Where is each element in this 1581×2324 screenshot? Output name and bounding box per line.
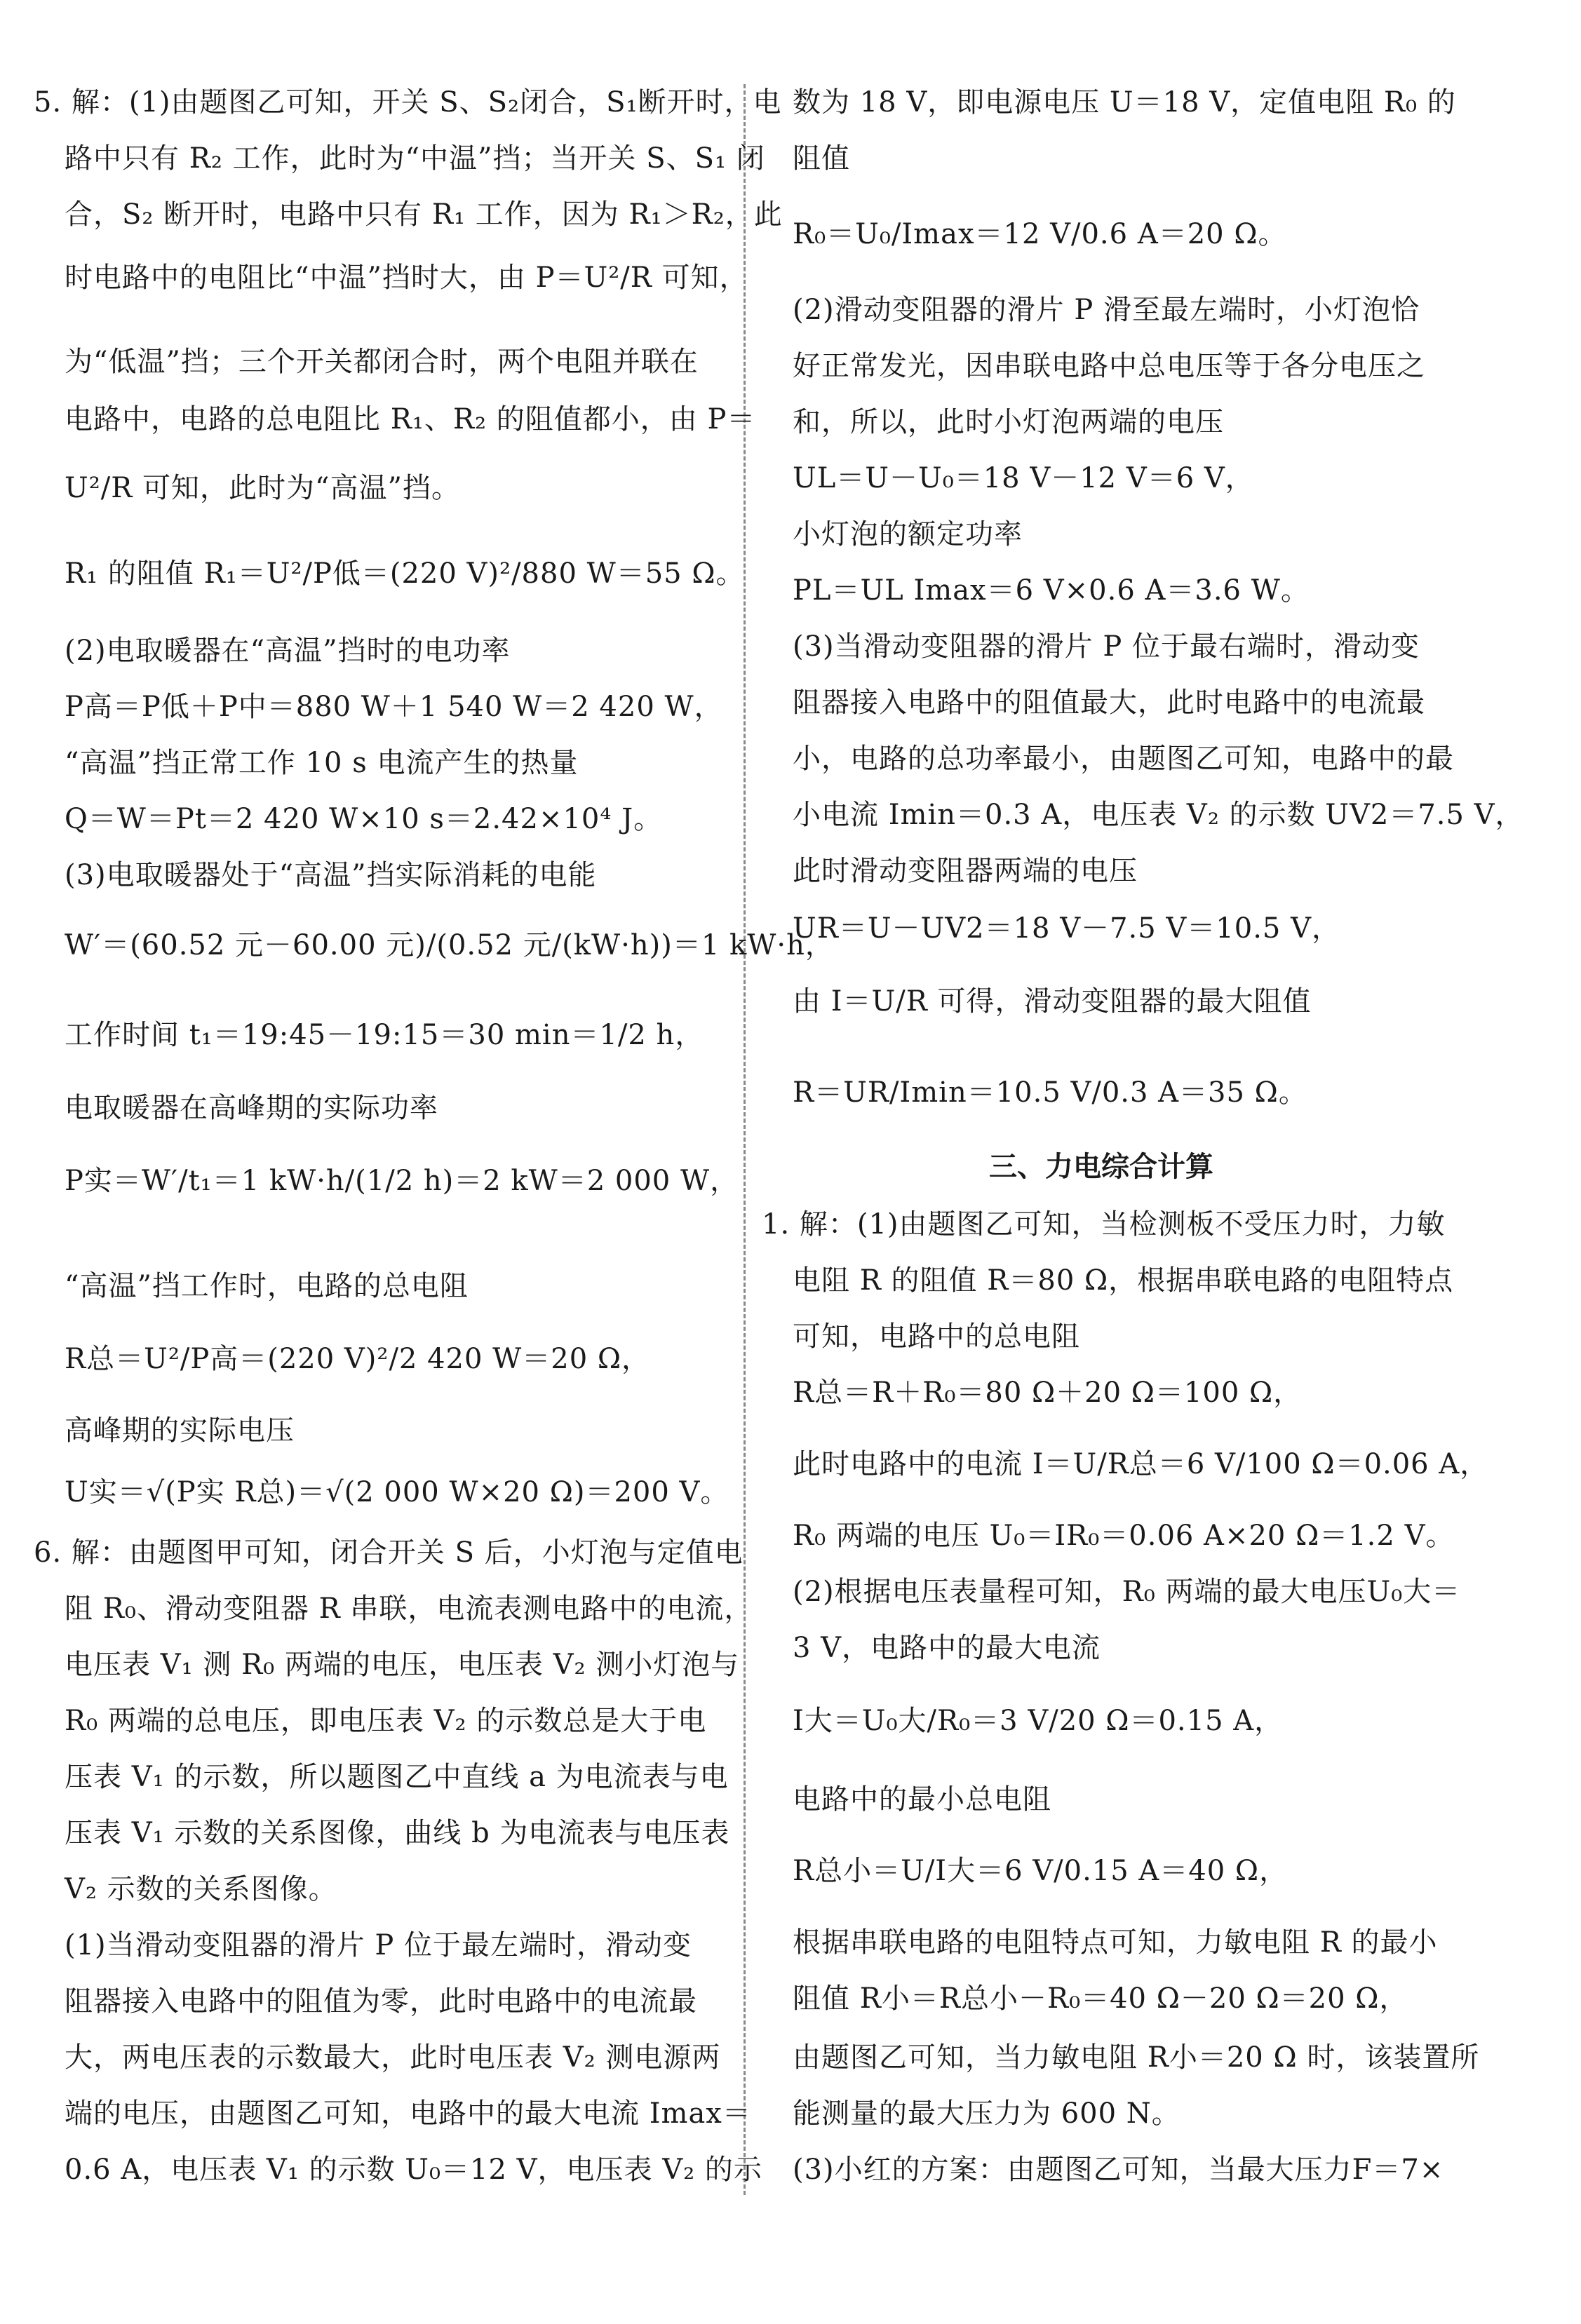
- text-line: 合，S₂ 断开时，电路中只有 R₁ 工作，因为 R₁＞R₂，此: [65, 198, 783, 231]
- text-line: 能测量的最大压力为 600 N。: [793, 2097, 1180, 2130]
- text-line: 3 V，电路中的最大电流: [793, 1632, 1101, 1664]
- text-line: 路中只有 R₂ 工作，此时为“中温”挡；当开关 S、S₁ 闭: [65, 142, 765, 175]
- text-line: 阻 R₀、滑动变阻器 R 串联，电流表测电路中的电流，: [65, 1593, 753, 1625]
- formula-line: 工作时间 t₁＝19:45－19:15＝30 min＝1/2 h，: [65, 1019, 704, 1051]
- text-line: 为“低温”挡；三个开关都闭合时，两个电阻并联在: [65, 346, 699, 378]
- text-line: 电取暖器在高峰期的实际功率: [65, 1092, 438, 1124]
- formula-line: U实＝√(P实 R总)＝√(2 000 W×20 Ω)＝200 V。: [65, 1476, 729, 1508]
- text-line: “高温”挡正常工作 10 s 电流产生的热量: [65, 747, 579, 779]
- text-line: 0.6 A，电压表 V₁ 的示数 U₀＝12 V，电压表 V₂ 的示: [65, 2154, 762, 2186]
- formula-line: R₁ 的阻值 R₁＝U²/P低＝(220 V)²/880 W＝55 Ω。: [65, 558, 745, 590]
- text-line: 小电流 Imin＝0.3 A，电压表 V₂ 的示数 UV2＝7.5 V，: [793, 799, 1524, 831]
- text-line: 5. 解：(1)由题图乙可知，开关 S、S₂闭合，S₁断开时，电: [34, 86, 782, 119]
- text-line: (3)电取暖器处于“高温”挡实际消耗的电能: [65, 859, 597, 891]
- text-line: 此时滑动变阻器两端的电压: [793, 855, 1138, 887]
- text-line: U²/R 可知，此时为“高温”挡。: [65, 472, 460, 504]
- text-line: 高峰期的实际电压: [65, 1414, 295, 1447]
- formula-line: Q＝W＝Pt＝2 420 W×10 s＝2.42×10⁴ J。: [65, 803, 663, 835]
- text-line: 6. 解：由题图甲可知，闭合开关 S 后，小灯泡与定值电: [34, 1536, 744, 1569]
- text-line: 大，两电压表的示数最大，此时电压表 V₂ 测电源两: [65, 2041, 721, 2074]
- formula-line: R总＝U²/P高＝(220 V)²/2 420 W＝20 Ω，: [65, 1343, 651, 1375]
- text-line: 1. 解：(1)由题图乙可知，当检测板不受压力时，力敏: [762, 1208, 1446, 1241]
- text-line: 根据串联电路的电阻特点可知，力敏电阻 R 的最小: [793, 1926, 1438, 1959]
- formula-line: I大＝U₀大/R₀＝3 V/20 Ω＝0.15 A，: [793, 1705, 1284, 1737]
- text-line: (2)滑动变阻器的滑片 P 滑至最左端时，小灯泡恰: [793, 294, 1420, 326]
- section-heading: 三、力电综合计算: [989, 1151, 1213, 1183]
- text-line: 时电路中的电阻比“中温”挡时大，由 P＝U²/R 可知，: [65, 262, 748, 294]
- text-line: 由 I＝U/R 可得，滑动变阻器的最大阻值: [793, 985, 1312, 1018]
- formula-line: W′＝(60.52 元－60.00 元)/(0.52 元/(kW·h))＝1 kW·h，: [65, 929, 834, 961]
- text-line: R₀ 两端的总电压，即电压表 V₂ 的示数总是大于电: [65, 1705, 707, 1737]
- text-line: 端的电压，由题图乙可知，电路中的最大电流 Imax＝: [65, 2097, 751, 2130]
- text-line: 压表 V₁ 示数的关系图像，曲线 b 为电流表与电压表: [65, 1817, 730, 1849]
- formula-line: R＝UR/Imin＝10.5 V/0.3 A＝35 Ω。: [793, 1076, 1307, 1109]
- formula-line: PL＝UL Imax＝6 V×0.6 A＝3.6 W。: [793, 574, 1310, 607]
- formula-line: R总小＝U/I大＝6 V/0.15 A＝40 Ω，: [793, 1855, 1289, 1887]
- text-line: (2)根据电压表量程可知，R₀ 两端的最大电压U₀大＝: [793, 1576, 1461, 1608]
- text-line: 好正常发光，因串联电路中总电压等于各分电压之: [793, 350, 1425, 382]
- text-line: 阻值: [793, 142, 850, 175]
- text-line: 可知，电路中的总电阻: [793, 1320, 1080, 1353]
- text-line: 和，所以，此时小灯泡两端的电压: [793, 406, 1224, 438]
- text-line: 电压表 V₁ 测 R₀ 两端的电压，电压表 V₂ 测小灯泡与: [65, 1649, 740, 1681]
- text-line: 电阻 R 的阻值 R＝80 Ω，根据串联电路的电阻特点: [793, 1264, 1454, 1297]
- text-line: (3)当滑动变阻器的滑片 P 位于最右端时，滑动变: [793, 630, 1420, 663]
- text-line: 小，电路的总功率最小，由题图乙可知，电路中的最: [793, 743, 1454, 775]
- text-line: 由题图乙可知，当力敏电阻 R小＝20 Ω 时，该装置所: [793, 2041, 1480, 2074]
- text-line: 压表 V₁ 的示数，所以题图乙中直线 a 为电流表与电: [65, 1761, 729, 1793]
- formula-line: R₀＝U₀/Imax＝12 V/0.6 A＝20 Ω。: [793, 218, 1287, 250]
- formula-line: 阻值 R小＝R总小－R₀＝40 Ω－20 Ω＝20 Ω，: [793, 1982, 1408, 2015]
- text-line: (3)小红的方案：由题图乙可知，当最大压力F＝7×: [793, 2154, 1444, 2186]
- formula-line: UR＝U－UV2＝18 V－7.5 V＝10.5 V，: [793, 912, 1340, 945]
- text-line: 电路中的最小总电阻: [793, 1783, 1051, 1816]
- formula-line: R总＝R＋R₀＝80 Ω＋20 Ω＝100 Ω，: [793, 1377, 1303, 1409]
- formula-line: 此时电路中的电流 I＝U/R总＝6 V/100 Ω＝0.06 A，: [793, 1448, 1489, 1480]
- formula-line: R₀ 两端的电压 U₀＝IR₀＝0.06 A×20 Ω＝1.2 V。: [793, 1520, 1455, 1552]
- formula-line: UL＝U－U₀＝18 V－12 V＝6 V，: [793, 462, 1254, 494]
- text-line: 数为 18 V，即电源电压 U＝18 V，定值电阻 R₀ 的: [793, 86, 1456, 119]
- formula-line: P高＝P低＋P中＝880 W＋1 540 W＝2 420 W，: [65, 691, 723, 723]
- text-line: V₂ 示数的关系图像。: [65, 1873, 337, 1905]
- text-line: 阻器接入电路中的阻值最大，此时电路中的电流最: [793, 687, 1425, 719]
- text-line: 小灯泡的额定功率: [793, 518, 1023, 550]
- text-line: 阻器接入电路中的阻值为零，此时电路中的电流最: [65, 1985, 697, 2018]
- text-line: (1)当滑动变阻器的滑片 P 位于最左端时，滑动变: [65, 1929, 692, 1961]
- text-line: (2)电取暖器在“高温”挡时的电功率: [65, 635, 511, 667]
- text-line: 电路中，电路的总电阻比 R₁、R₂ 的阻值都小，由 P＝: [65, 403, 756, 435]
- text-line: “高温”挡工作时，电路的总电阻: [65, 1270, 469, 1302]
- formula-line: P实＝W′/t₁＝1 kW·h/(1/2 h)＝2 kW＝2 000 W，: [65, 1165, 739, 1197]
